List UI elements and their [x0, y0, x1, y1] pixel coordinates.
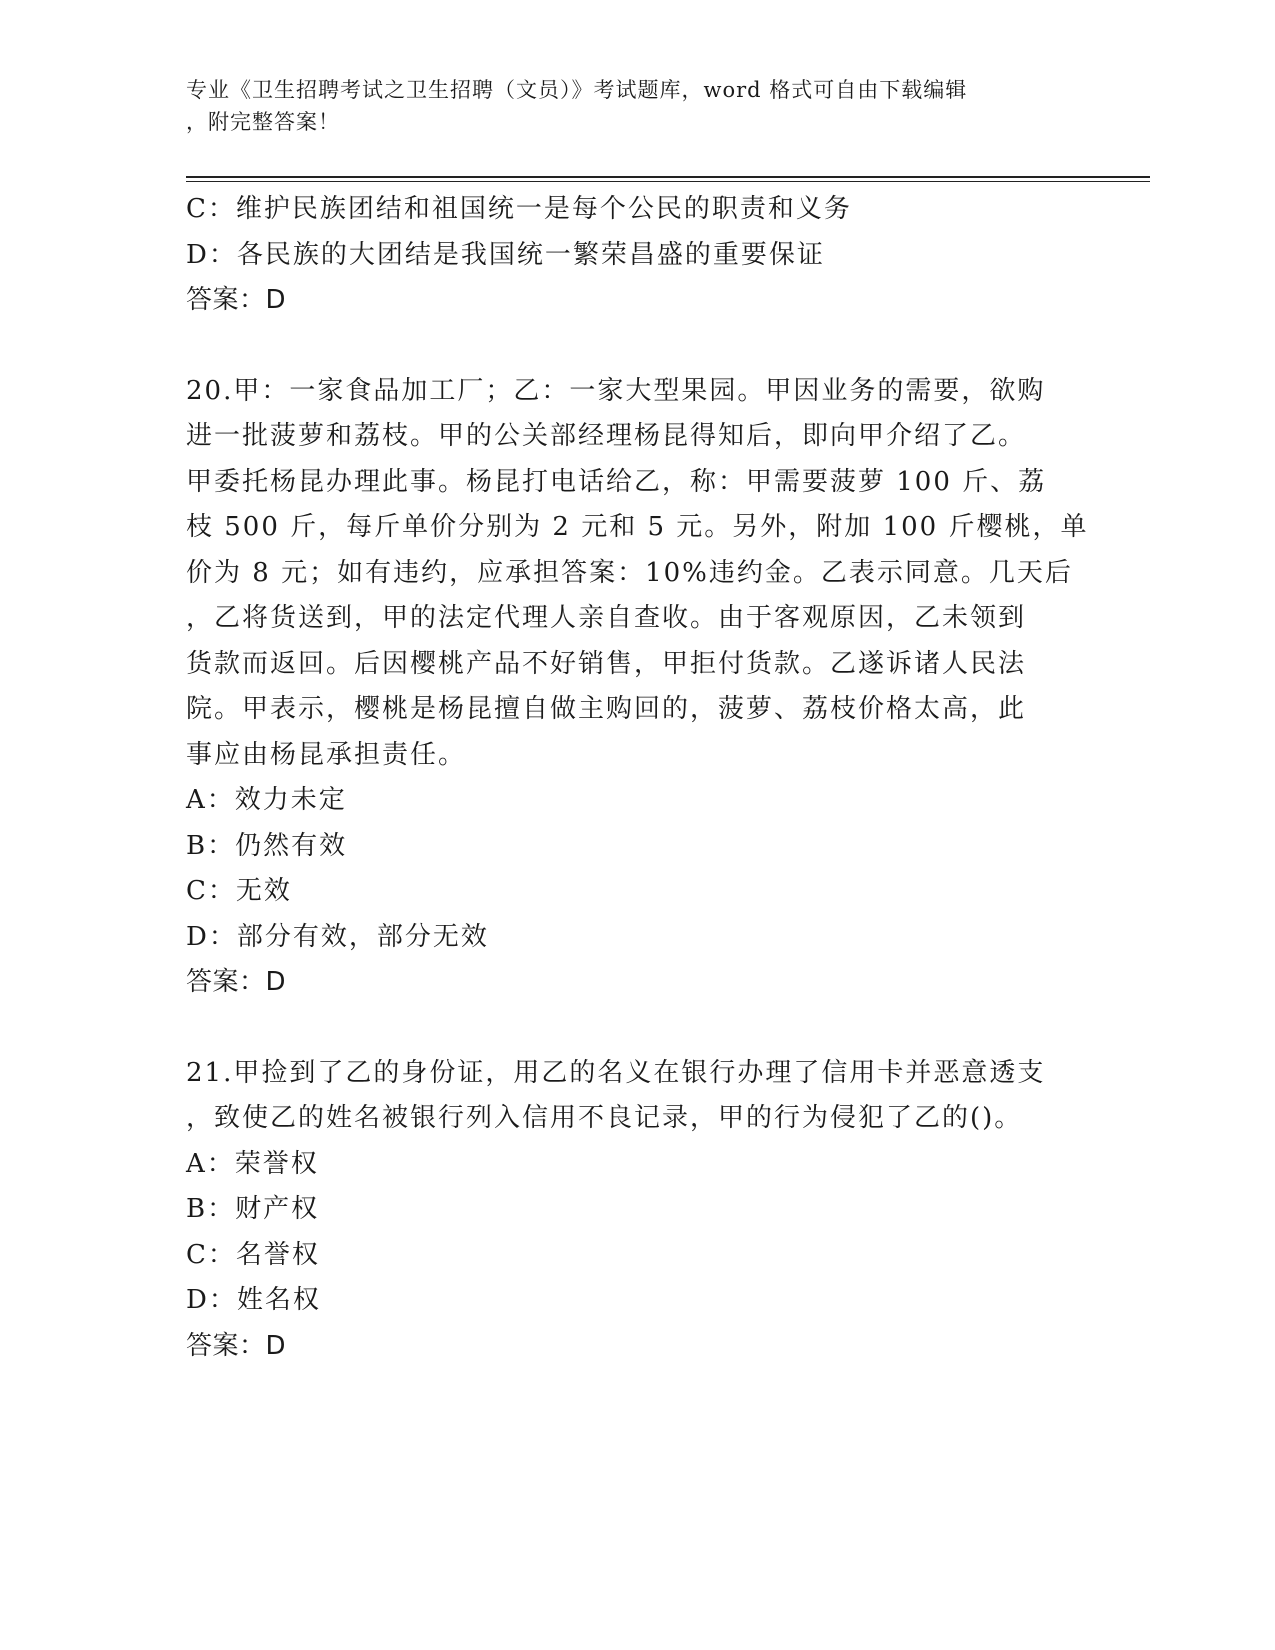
question-stem-line: 进一批菠萝和荔枝。甲的公关部经理杨昆得知后，即向甲介绍了乙。 — [186, 421, 1027, 451]
answer-label: 答案：D — [186, 1330, 287, 1361]
option-c: C：无效 — [186, 876, 292, 906]
question-stem-line: 院。甲表示，樱桃是杨昆擅自做主购回的，菠萝、荔枝价格太高，此 — [186, 694, 1027, 724]
question-stem-line: 21.甲捡到了乙的身份证，用乙的名义在银行办理了信用卡并恶意透支 — [186, 1057, 1046, 1088]
option-c: C：维护民族团结和祖国统一是每个公民的职责和义务 — [186, 194, 852, 224]
question-21 — [186, 1051, 1086, 1370]
question-spacer — [186, 1006, 1086, 1051]
option-d: D：部分有效，部分无效 — [186, 921, 489, 952]
answer-label: 答案：D — [186, 285, 287, 315]
option-b: B：财产权 — [186, 1194, 320, 1224]
question-spacer — [186, 324, 1086, 369]
header-line-2: ，附完整答案！ — [186, 110, 340, 134]
option-a: A：荣誉权 — [186, 1148, 319, 1179]
question-stem-line: 价为 8 元；如有违约，应承担答案：10%违约金。乙表示同意。几天后 — [186, 557, 1073, 588]
option-d: D：姓名权 — [186, 1285, 321, 1315]
option-d: D：各民族的大团结是我国统一繁荣昌盛的重要保证 — [186, 239, 825, 270]
prev-question-options — [186, 187, 1086, 324]
question-stem-line: 枝 500 斤，每斤单价分别为 2 元和 5 元。另外，附加 100 斤樱桃，单 — [186, 512, 1089, 542]
header-divider — [186, 176, 1150, 182]
question-stem-line: 20.甲：一家食品加工厂；乙：一家大型果园。甲因业务的需要，欲购 — [186, 375, 1046, 406]
question-20 — [186, 369, 1089, 1006]
option-c: C：名誉权 — [186, 1239, 320, 1270]
header-line-1: 专业《卫生招聘考试之卫生招聘（文员）》考试题库，word 格式可自由下载编辑 — [186, 78, 968, 102]
answer-label: 答案：D — [186, 967, 287, 997]
option-b: B：仍然有效 — [186, 830, 348, 861]
question-stem-line: 甲委托杨昆办理此事。杨昆打电话给乙，称：甲需要菠萝 100 斤、荔 — [186, 466, 1047, 497]
question-stem-line: ，乙将货送到，甲的法定代理人亲自查收。由于客观原因，乙未领到 — [186, 603, 1027, 633]
document-header — [186, 74, 1086, 138]
question-stem-line: ，致使乙的姓名被银行列入信用不良记录，甲的行为侵犯了乙的()。 — [186, 1103, 1023, 1133]
option-a: A：效力未定 — [186, 785, 347, 815]
question-stem-line: 货款而返回。后因樱桃产品不好销售，甲拒付货款。乙遂诉诸人民法 — [186, 648, 1027, 679]
question-stem-line: 事应由杨昆承担责任。 — [186, 739, 467, 770]
document-body — [186, 187, 1089, 1369]
